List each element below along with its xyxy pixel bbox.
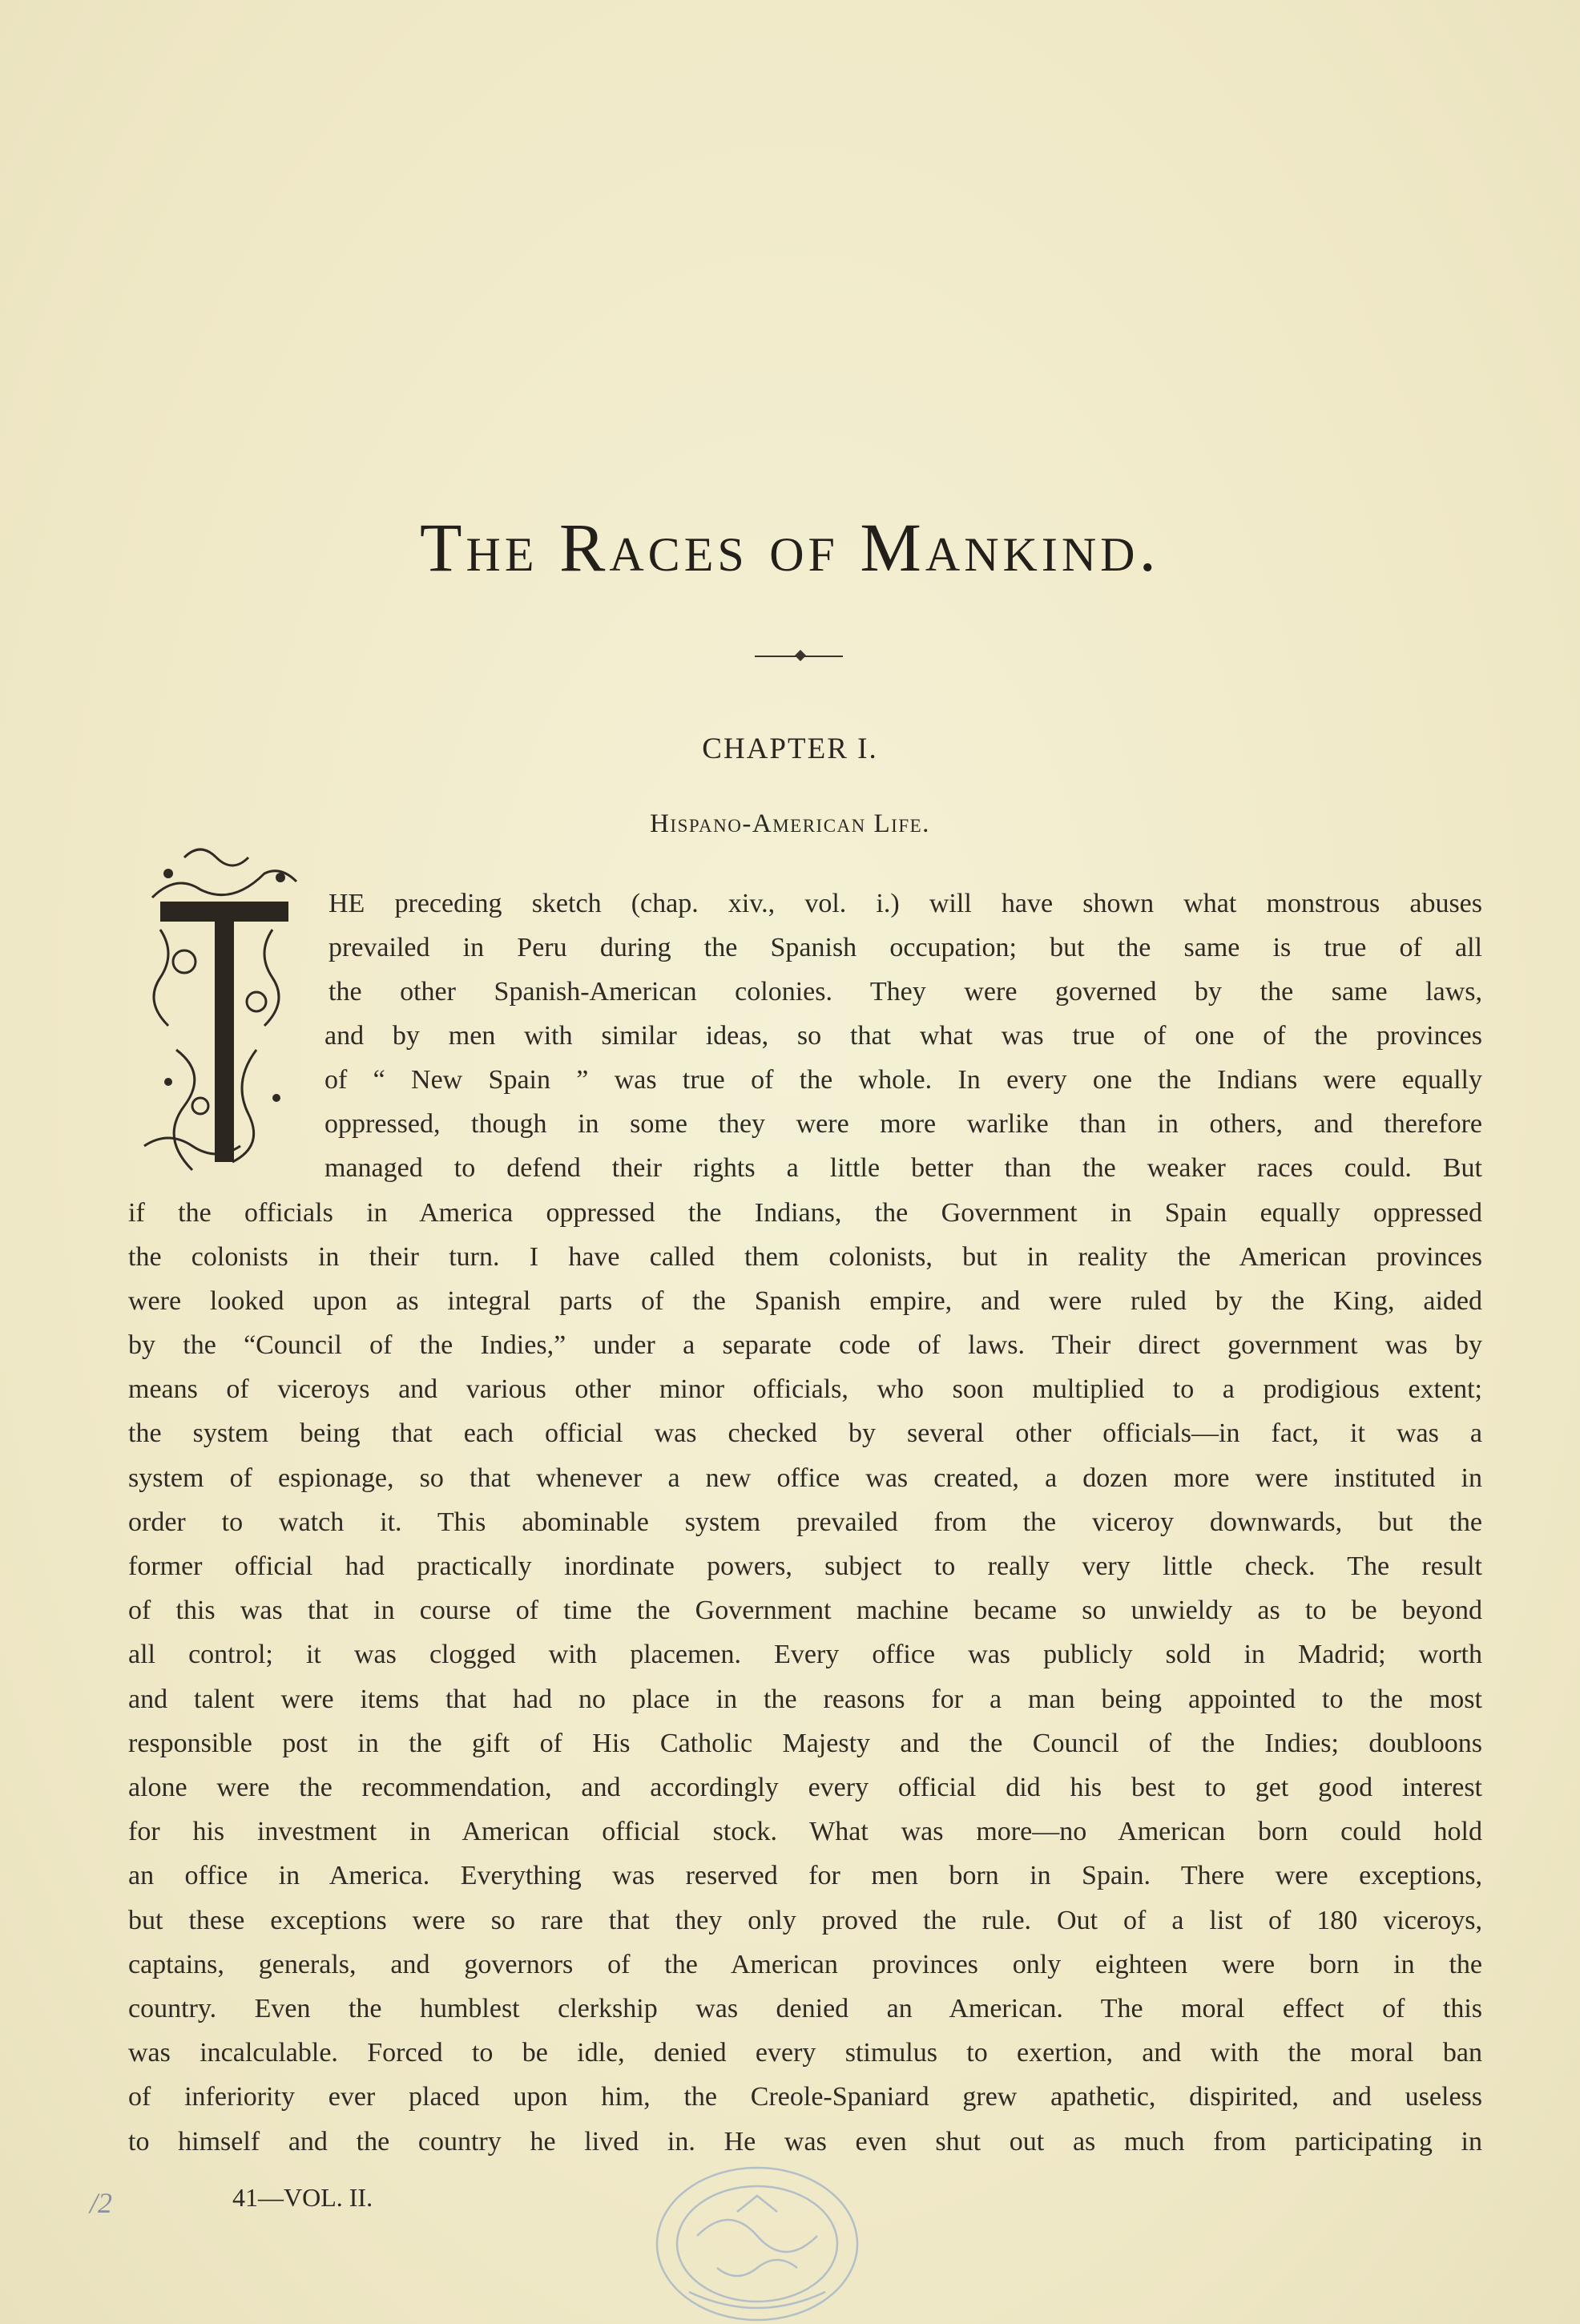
margin-pencil-mark: /2 (90, 2187, 113, 2219)
text-line: an office in America. Everything was reserved for men born in Spain. There were exceptions, (128, 1861, 1482, 1890)
text-line: order to watch it. This abominable system prevailed from the viceroy downwards, but the (128, 1507, 1482, 1537)
text-line: were looked upon as integral parts of the Spanish empire, and were ruled by the King, aided (128, 1286, 1482, 1316)
text-line: of inferiority ever placed upon him, the Creole-Spaniard grew apathetic, dispirited, and useless (128, 2082, 1482, 2112)
text-line: all control; it was clogged with placemen. Every office was publicly sold in Madrid; worth (128, 1640, 1482, 1669)
text-line: prevailed in Peru during the Spanish occupation; but the same is true of all (328, 933, 1482, 962)
chapter-heading: CHAPTER I. (702, 732, 878, 765)
drop-cap-letter: T (224, 1046, 225, 1047)
ornamental-drop-cap (136, 841, 312, 1194)
text-line: the other Spanish-American colonies. They were governed by the same laws, (328, 977, 1482, 1007)
text-line: captains, generals, and governors of the American provinces only eighteen were born in the (128, 1950, 1482, 1979)
text-line: and by men with similar ideas, so that what was true of one of the provinces (324, 1021, 1482, 1051)
text-line: and talent were items that had no place in the reasons for a man being appointed to the most (128, 1684, 1482, 1714)
section-title: Hispano-American Life. (650, 809, 930, 838)
page-title: The Races of Mankind. (419, 509, 1161, 586)
text-line: the colonists in their turn. I have called them colonists, but in reality the American provinces (128, 1242, 1482, 1272)
text-line: system of espionage, so that whenever a new office was created, a dozen more were instituted in (128, 1463, 1482, 1493)
text-line: if the officials in America oppressed the Indians, the Government in Spain equally oppressed (128, 1198, 1482, 1228)
library-stamp (641, 2148, 873, 2324)
text-line: means of viceroys and various other minor officials, who soon multiplied to a prodigious extent; (128, 1374, 1482, 1404)
text-line: of this was that in course of time the Government machine became so unwieldy as to be beyond (128, 1596, 1482, 1625)
text-line: to himself and the country he lived in. He was even shut out as much from participating in (128, 2127, 1482, 2157)
rule-ornament (795, 650, 806, 661)
signature-mark: 41—VOL. II. (232, 2183, 373, 2212)
text-line: oppressed, though in some they were more warlike than in others, and therefore (324, 1109, 1482, 1139)
text-line: the system being that each official was checked by several other officials—in fact, it was a (128, 1418, 1482, 1448)
text-line: was incalculable. Forced to be idle, denied every stimulus to exertion, and with the moral ban (128, 2038, 1482, 2068)
text-line: responsible post in the gift of His Catholic Majesty and the Council of the Indies; doubloons (128, 1729, 1482, 1758)
text-line: but these exceptions were so rare that they only proved the rule. Out of a list of 180 viceroys, (128, 1906, 1482, 1935)
text-line: by the “Council of the Indies,” under a separate code of laws. Their direct government was by (128, 1330, 1482, 1360)
text-line: of “ New Spain ” was true of the whole. In every one the Indians were equally (324, 1065, 1482, 1095)
text-line: country. Even the humblest clerkship was denied an American. The moral effect of this (128, 1994, 1482, 2023)
text-line: former official had practically inordinate powers, subject to really very little check. The result (128, 1551, 1482, 1581)
text-line: managed to defend their rights a little better than the weaker races could. But (324, 1153, 1482, 1183)
text-line: HE preceding sketch (chap. xiv., vol. i.) will have shown what monstrous abuses (328, 889, 1482, 918)
text-line: alone were the recommendation, and accordingly every official did his best to get good interest (128, 1773, 1482, 1802)
text-line: for his investment in American official stock. What was more—no American born could hold (128, 1817, 1482, 1846)
